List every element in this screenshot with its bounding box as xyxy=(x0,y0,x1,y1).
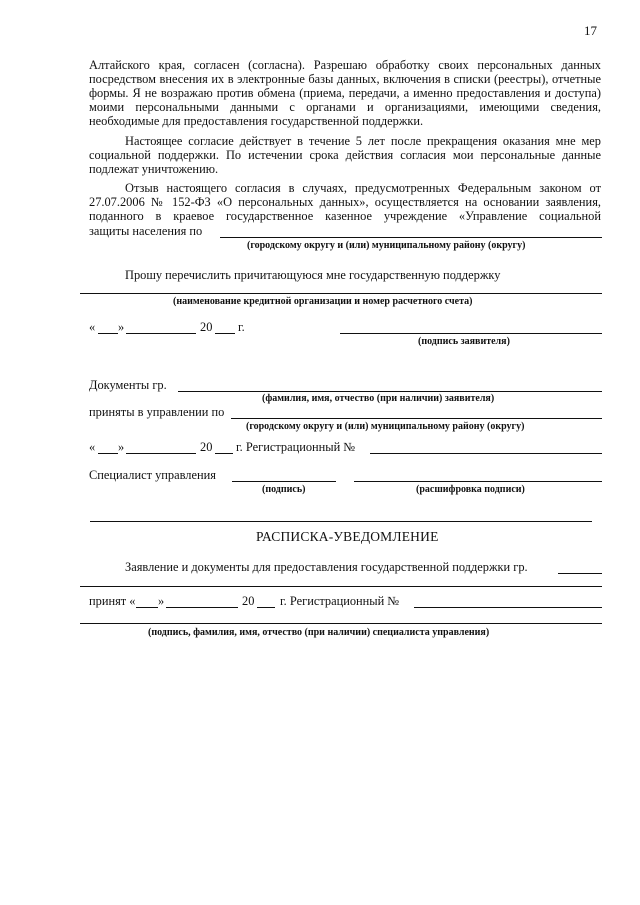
date-close-quote: » xyxy=(118,320,125,334)
date-open-quote: « xyxy=(89,320,96,334)
page-number: 17 xyxy=(584,23,597,38)
applicant-name-caption: (фамилия, имя, отчество (при наличии) заявителя) xyxy=(262,393,495,404)
consent-paragraph-3: Отзыв настоящего согласия в случаях, предусмотренных Федеральным законом от 27.07.2006 № 152-ФЗ «О персональных данных», осуществляется на основании заявления, поданного в краевое государственное казенное учреждение «Управление социальной xyxy=(89,181,601,223)
receipt-year-prefix: 20 xyxy=(242,594,255,608)
cut-separator xyxy=(90,521,592,522)
consent-paragraph-2: Настоящее согласие действует в течение 5 лет после прекращения оказания мне мер социальной поддержки. По истечении срока действия согласия мои персональные данные подлежат уничтожению. xyxy=(89,134,601,176)
applicant-signature-line[interactable] xyxy=(340,333,602,334)
year-field-line[interactable] xyxy=(215,333,235,334)
receipt-name-continuation-line[interactable] xyxy=(80,586,602,587)
date2-close-quote: » xyxy=(118,440,125,454)
receipt-month-field-line[interactable] xyxy=(166,607,238,608)
date2-open-quote: « xyxy=(89,440,96,454)
receipt-registration-number-line[interactable] xyxy=(414,607,602,608)
consent-paragraph-1: Алтайского края, согласен (согласна). Разрешаю обработку своих персональных данных посредством внесения их в электронные базы данных, включения в списки (реестры), отчетные формы. Я не возражаю против обмена (приема, передачи, а именно предоставления и доступа) моими персональными данными с органами и организациями, имеющими сведения, необходимые для предоставления государственной поддержки. xyxy=(89,58,601,128)
specialist-signature-caption: (подпись) xyxy=(262,484,306,495)
accepted-district-caption: (городскому округу и (или) муниципальному району (округу) xyxy=(246,421,525,432)
receipt-name-field-line[interactable] xyxy=(558,573,602,574)
receipt-specialist-caption: (подпись, фамилия, имя, отчество (при наличии) специалиста управления) xyxy=(148,627,490,638)
bank-details-caption: (наименование кредитной организации и номер расчетного счета) xyxy=(173,296,473,307)
accepted-district-field-line[interactable] xyxy=(231,418,602,419)
receipt-intro: Заявление и документы для предоставления государственной поддержки гр. xyxy=(125,560,528,574)
receipt-accepted-label: принят « xyxy=(89,594,136,608)
receipt-specialist-line[interactable] xyxy=(80,623,602,624)
applicant-name-field-line[interactable] xyxy=(178,391,602,392)
accepted-label: приняты в управлении по xyxy=(89,405,225,419)
bank-details-field-line[interactable] xyxy=(80,293,602,294)
month-field-line[interactable] xyxy=(126,333,196,334)
registration-label: г. Регистрационный № xyxy=(236,440,356,454)
registration-number-field-line[interactable] xyxy=(370,453,602,454)
receipt-registration-label: г. Регистрационный № xyxy=(280,594,400,608)
day-field-line[interactable] xyxy=(98,333,118,334)
specialist-name-caption: (расшифровка подписи) xyxy=(416,484,525,495)
year-prefix: 20 xyxy=(200,320,213,334)
district-field-line[interactable] xyxy=(220,237,602,238)
receipt-day-field-line[interactable] xyxy=(136,607,158,608)
documents-label: Документы гр. xyxy=(89,378,167,392)
receipt-date-close-quote: » xyxy=(158,594,165,608)
specialist-name-line[interactable] xyxy=(354,481,602,482)
transfer-request-text: Прошу перечислить причитающуюся мне государственную поддержку xyxy=(125,268,501,282)
specialist-label: Специалист управления xyxy=(89,468,216,482)
receipt-year-field-line[interactable] xyxy=(257,607,275,608)
consent-paragraph-3-end: защиты населения по xyxy=(89,224,203,238)
day2-field-line[interactable] xyxy=(98,453,118,454)
year2-field-line[interactable] xyxy=(215,453,233,454)
receipt-title: РАСПИСКА-УВЕДОМЛЕНИЕ xyxy=(256,529,439,544)
specialist-signature-line[interactable] xyxy=(232,481,336,482)
year-suffix: г. xyxy=(238,320,245,334)
month2-field-line[interactable] xyxy=(126,453,196,454)
applicant-signature-caption: (подпись заявителя) xyxy=(418,336,510,347)
district-caption: (городскому округу и (или) муниципальному району (округу) xyxy=(247,240,526,251)
year2-prefix: 20 xyxy=(200,440,213,454)
